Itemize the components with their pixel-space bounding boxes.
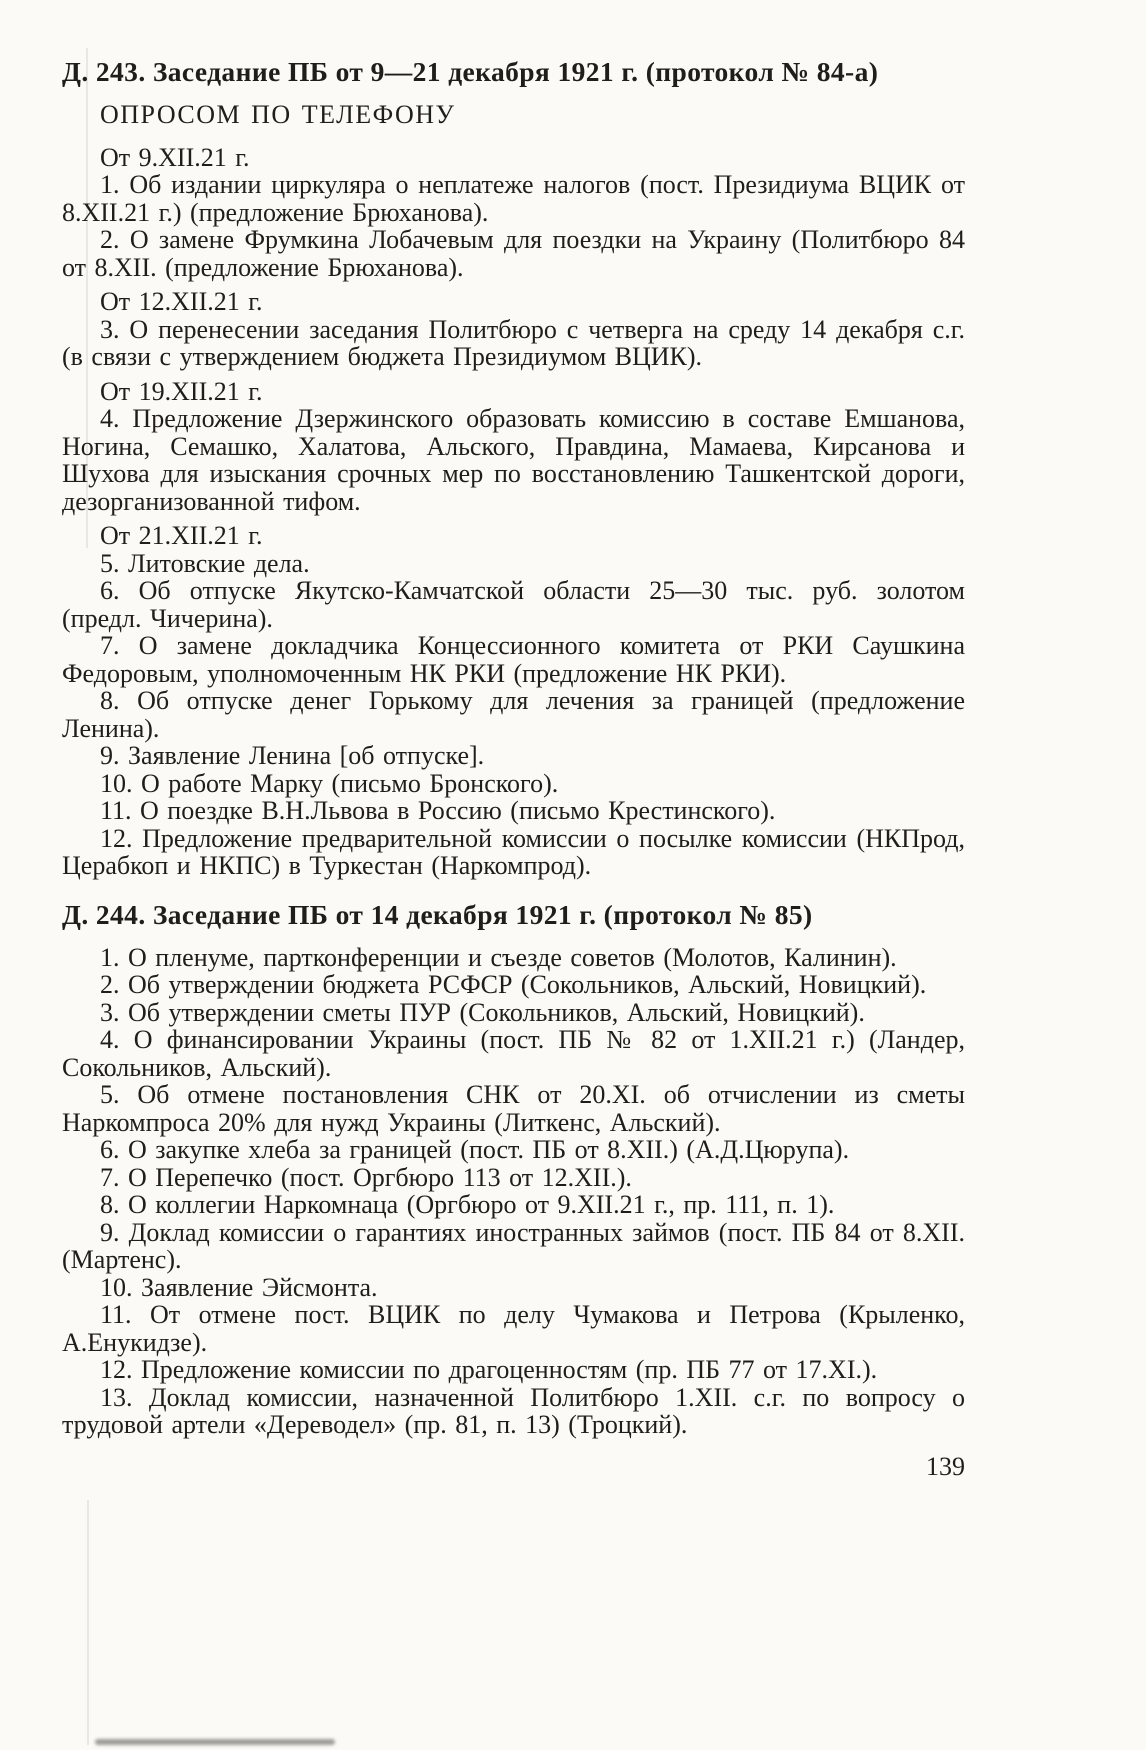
agenda-item: 10. Заявление Эйсмонта. [100, 1272, 378, 1302]
entry-d244 [62, 898, 965, 1439]
agenda-item: 7. О замене докладчика Концессионного комитета от РКИ Саушкина Федоровым, уполномоченным НК РКИ (предложение НК РКИ). [62, 631, 965, 688]
entry-d243-heading: Д. 243. Заседание ПБ от 9—21 декабря 1921 г. (протокол № 84-а) [62, 56, 879, 87]
agenda-item: 4. Предложение Дзержинского образовать комиссию в составе Емшанова, Ногина, Семашко, Халатова, Альского, Правдина, Мамаева, Кирсанова и Шухова для изыскания срочных мер по восстановлению Ташкентской дороги, дезорганизованной тифом. [62, 404, 965, 516]
agenda-item: 7. О Перепечко (пост. Оргбюро 113 от 12.XII.). [100, 1162, 632, 1192]
agenda-item: 9. Заявление Ленина [об отпуске]. [100, 741, 485, 770]
agenda-item: 3. О перенесении заседания Политбюро с четверга на среду 14 декабря с.г. (в связи с утверждением бюджета Президиумом ВЦИК). [62, 314, 965, 371]
scan-artifact-smudge [95, 1739, 335, 1745]
entry-d243 [62, 58, 965, 880]
agenda-item: 12. Предложение предварительной комиссии о посылке комиссии (НКПрод, Церабкоп и НКПС) в Туркестан (Наркомпрод). [62, 823, 965, 880]
agenda-item: 9. Доклад комиссии о гарантиях иностранных займов (пост. ПБ 84 от 8.XII. (Мартенс). [62, 1217, 965, 1274]
agenda-item: 11. О поездке В.Н.Львова в Россию (письмо Крестинского). [100, 796, 776, 825]
date-line: От 9.XII.21 г. [100, 142, 250, 172]
agenda-item: 11. От отмене пост. ВЦИК по делу Чумакова и Петрова (Крыленко, А.Енукидзе). [62, 1300, 965, 1357]
agenda-item: 12. Предложение комиссии по драгоценностям (пр. ПБ 77 от 17.XI.). [100, 1355, 878, 1384]
agenda-item: 1. Об издании циркуляра о неплатеже налогов (пост. Президиума ВЦИК от 8.XII.21 г.) (предложение Брюханова). [62, 170, 965, 227]
agenda-item: 10. О работе Марку (письмо Бронского). [100, 768, 559, 798]
agenda-item: 6. Об отпуске Якутско-Камчатской области 25—30 тыс. руб. золотом (предл. Чичерина). [62, 576, 965, 633]
method-note: ОПРОСОМ ПО ТЕЛЕФОНУ [100, 100, 456, 129]
agenda-item: 5. Литовские дела. [100, 548, 310, 578]
agenda-item: 5. Об отмене постановления СНК от 20.XI. об отчислении из сметы Наркомпроса 20% для нужд Украины (Литкенс, Альский). [62, 1080, 965, 1137]
date-line: От 21.XII.21 г. [100, 521, 263, 550]
agenda-item: 6. О закупке хлеба за границей (пост. ПБ от 8.XII.) (А.Д.Цюрупа). [100, 1135, 850, 1164]
agenda-item: 2. Об утверждении бюджета РСФСР (Сокольников, Альский, Новицкий). [100, 970, 927, 999]
agenda-item: 13. Доклад комиссии, назначенной Политбюро 1.XII. с.г. по вопросу о трудовой артели «Дереводел» (пр. 81, п. 13) (Троцкий). [62, 1382, 965, 1439]
agenda-item: 8. О коллегии Наркомнаца (Оргбюро от 9.XII.21 г., пр. 111, п. 1). [100, 1190, 835, 1219]
entry-d244-heading: Д. 244. Заседание ПБ от 14 декабря 1921 г. (протокол № 85) [62, 898, 813, 930]
scan-gutter-shadow-bottom [87, 1500, 89, 1745]
agenda-item: 3. Об утверждении сметы ПУР (Сокольников, Альский, Новицкий). [100, 997, 865, 1027]
agenda-item: 4. О финансировании Украины (пост. ПБ № 82 от 1.XII.21 г.) (Ландер, Сокольников, Альский). [62, 1025, 965, 1082]
date-line: От 19.XII.21 г. [100, 376, 263, 406]
date-line: От 12.XII.21 г. [100, 287, 263, 316]
agenda-item: 2. О замене Фрумкина Лобачевым для поездки на Украину (Политбюро 84 от 8.XII. (предложение Брюханова). [62, 225, 965, 282]
page-number: 139 [926, 1451, 965, 1481]
agenda-item: 1. О пленуме, партконференции и съезде советов (Молотов, Калинин). [100, 942, 897, 972]
agenda-item: 8. Об отпуске денег Горькому для лечения за границей (предложение Ленина). [62, 686, 965, 743]
